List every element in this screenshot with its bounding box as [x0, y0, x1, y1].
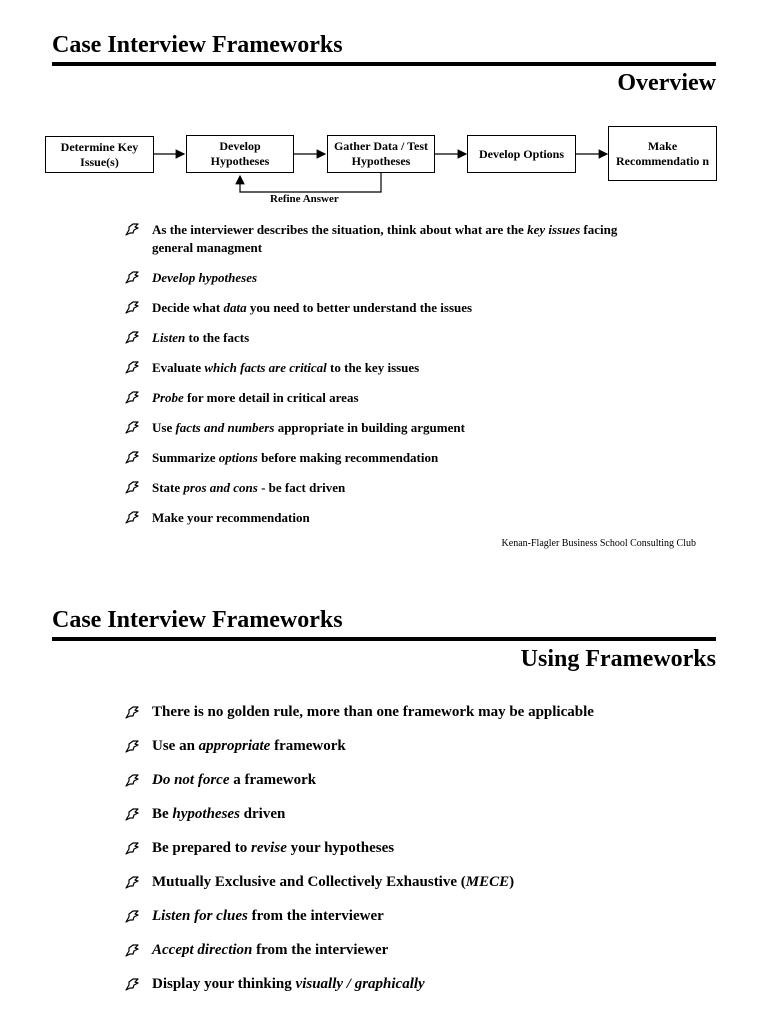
pointing-hand-icon	[124, 359, 140, 375]
bullet-text-segment: from the interviewer	[247, 908, 384, 924]
bullet-text-segment: appropriate	[198, 738, 271, 754]
bullet-text-segment: from the interviewer	[252, 942, 389, 958]
bullet-item	[152, 509, 622, 527]
bullet-text-segment: - be fact driven	[257, 480, 346, 495]
pointing-hand-icon	[124, 840, 140, 856]
flow-box-develop-hypotheses: Develop Hypotheses	[186, 135, 294, 173]
bullet-item	[152, 359, 622, 377]
bullet-text-segment: revise	[251, 840, 287, 856]
pointing-hand-icon	[124, 299, 140, 315]
bullet-text-segment: As the interviewer describes the situation, think about what are the	[152, 222, 528, 237]
bullet-text-segment: framework	[270, 738, 346, 754]
pointing-hand-icon	[124, 942, 140, 958]
bullet-item	[152, 838, 622, 858]
pointing-hand-icon	[124, 772, 140, 788]
bullet-text-segment: appropriate in building argument	[274, 420, 465, 435]
bullet-text-segment: Decide what	[152, 300, 224, 315]
bullet-item	[152, 872, 622, 892]
frameworks-bullet-list	[152, 702, 622, 1008]
pointing-hand-icon	[124, 738, 140, 754]
bullet-text-segment: data	[223, 300, 247, 315]
bullet-item	[152, 974, 622, 994]
bullet-item	[152, 906, 622, 926]
bullet-text-segment: Listen for clues	[152, 908, 248, 924]
bullet-text-segment: your hypotheses	[286, 840, 395, 856]
pointing-hand-icon	[124, 509, 140, 525]
bullet-item	[152, 221, 622, 257]
flow-box-gather-data: Gather Data / Test Hypotheses	[327, 135, 435, 173]
slide-title: Case Interview Frameworks	[52, 607, 343, 633]
flow-connectors	[0, 0, 768, 220]
bullet-item	[152, 479, 622, 497]
bullet-text-segment: There is no golden rule, more than one framework may be applicable	[152, 704, 594, 720]
bullet-text-segment: for more detail in critical areas	[183, 390, 359, 405]
bullet-text-segment: hypotheses	[172, 806, 240, 822]
pointing-hand-icon	[124, 908, 140, 924]
flow-box-develop-options: Develop Options	[467, 135, 576, 173]
bullet-item	[152, 770, 622, 790]
slide-title: Case Interview Frameworks	[52, 32, 343, 58]
flow-box-determine-key-issues: Determine Key Issue(s)	[45, 136, 154, 173]
bullet-text-segment: driven	[239, 806, 286, 822]
bullet-text-segment: Develop hypotheses	[152, 270, 258, 285]
pointing-hand-icon	[124, 269, 140, 285]
bullet-item	[152, 449, 622, 467]
pointing-hand-icon	[124, 704, 140, 720]
bullet-text-segment: Display your thinking	[152, 976, 296, 992]
bullet-text-segment: key issues	[527, 222, 581, 237]
bullet-item	[152, 736, 622, 756]
bullet-text-segment: Accept direction	[152, 942, 253, 958]
pointing-hand-icon	[124, 479, 140, 495]
pointing-hand-icon	[124, 221, 140, 237]
slide-subtitle: Using Frameworks	[520, 646, 716, 672]
bullet-text-segment: you need to better understand the issues	[246, 300, 473, 315]
slide-subtitle: Overview	[617, 70, 716, 96]
bullet-text-segment: options	[218, 450, 258, 465]
bullet-text-segment: before making recommendation	[257, 450, 439, 465]
bullet-text-segment: visually / graphically	[295, 976, 425, 992]
bullet-item	[152, 299, 622, 317]
bullet-text-segment: )	[509, 874, 515, 890]
bullet-item	[152, 269, 622, 287]
pointing-hand-icon	[124, 874, 140, 890]
pointing-hand-icon	[124, 976, 140, 992]
bullet-item	[152, 419, 622, 437]
footer-credit: Kenan-Flagler Business School Consulting Club	[501, 538, 696, 549]
bullet-item	[152, 702, 622, 722]
flow-box-make-recommendation: Make Recommendatio n	[608, 126, 717, 181]
bullet-text-segment: facing general managment	[152, 222, 618, 255]
refine-loop-arrow	[240, 173, 381, 192]
bullet-text-segment: Evaluate	[152, 360, 205, 375]
bullet-text-segment: to the facts	[185, 330, 250, 345]
bullet-text-segment: Summarize	[152, 450, 219, 465]
bullet-item	[152, 804, 622, 824]
bullet-text-segment: which facts are critical	[204, 360, 327, 375]
pointing-hand-icon	[124, 329, 140, 345]
bullet-text-segment: Listen	[152, 330, 186, 345]
overview-bullet-list	[152, 221, 622, 539]
bullet-item	[152, 940, 622, 960]
bullet-text-segment: a framework	[229, 772, 317, 788]
bullet-item	[152, 329, 622, 347]
bullet-item	[152, 389, 622, 407]
bullet-text-segment: Be prepared to	[152, 840, 252, 856]
bullet-text-segment: Use	[152, 420, 176, 435]
bullet-text-segment: facts and numbers	[175, 420, 275, 435]
bullet-text-segment: MECE	[465, 874, 510, 890]
bullet-text-segment: Be	[152, 806, 173, 822]
pointing-hand-icon	[124, 806, 140, 822]
title-rule	[52, 637, 716, 641]
refine-answer-label: Refine Answer	[270, 193, 339, 205]
bullet-text-segment: Make your recommendation	[152, 510, 310, 525]
bullet-text-segment: Mutually Exclusive and Collectively Exhaustive (	[152, 874, 466, 890]
bullet-text-segment: to the key issues	[326, 360, 420, 375]
pointing-hand-icon	[124, 389, 140, 405]
bullet-text-segment: State	[152, 480, 184, 495]
pointing-hand-icon	[124, 419, 140, 435]
bullet-text-segment: Use an	[152, 738, 199, 754]
slide-using-frameworks	[0, 590, 768, 1024]
pointing-hand-icon	[124, 449, 140, 465]
bullet-text-segment: Do not force	[152, 772, 230, 788]
bullet-text-segment: pros and cons	[183, 480, 258, 495]
bullet-text-segment: Probe	[152, 390, 184, 405]
